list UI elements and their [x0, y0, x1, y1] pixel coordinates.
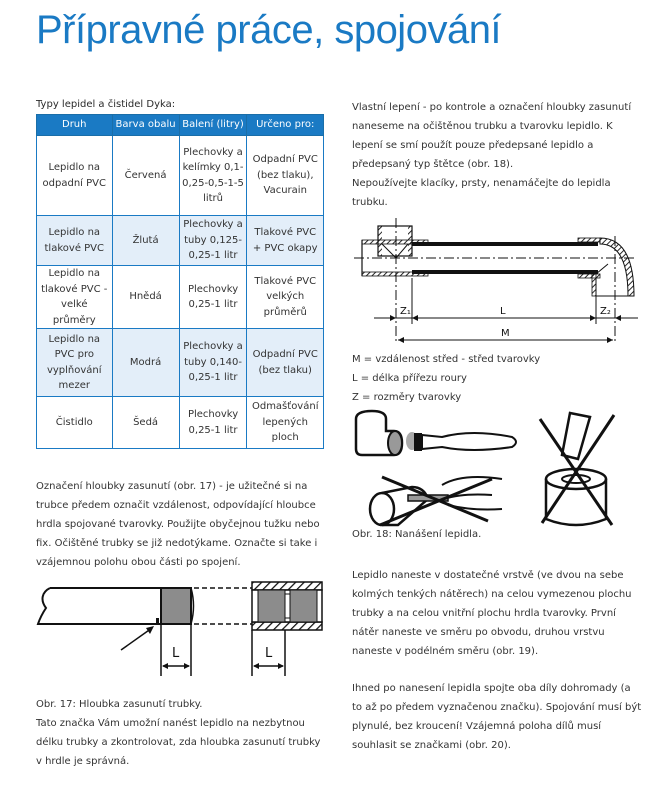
cell-barva: Červená: [112, 136, 179, 216]
right-column: [352, 98, 642, 755]
cell-druh: Lepidlo na PVC pro vyplňování mezer: [37, 329, 113, 397]
marking-paragraph: Označení hloubky zasunutí (obr. 17) - je užitečné si na trubce předem označit vzdálenost, odpovídající hloubce hrdla spojované tvarovky. Použijte obyčejnou tužku nebo fix. Očištěné trubky se již nedotýkame. Označte si take i vzájemnou polohu obou části po spojení.: [36, 481, 320, 568]
warning-paragraph: Nepoužívejte klacíky, prsty, nenamáčejte do lepidla trubku.: [352, 178, 611, 208]
cell-druh: Čistidlo: [37, 397, 113, 449]
adhesive-types-table: [36, 114, 324, 449]
cell-urceno: Tlakové PVC velkých průměrů: [247, 266, 324, 329]
table-row: [37, 266, 324, 329]
figure-18-caption: Obr. 18: Nanášení lepidla.: [352, 529, 482, 540]
header-baleni: Balení (litry): [179, 115, 247, 136]
left-column: [36, 98, 328, 771]
pipe-marking-diagram-icon: [36, 578, 336, 683]
cell-urceno: Tlakové PVC + PVC okapy: [247, 216, 324, 266]
figure-17-text: Tato značka Vám umožní nanést lepidlo na nezbytnou délku trubky a zkontrolovat, zda hloubka zasunutí trubky v hrdle je správná.: [36, 718, 321, 767]
cell-baleni: Plechovky a kelímky 0,1-0,25-0,5-1-5 litrů: [179, 136, 247, 216]
cell-barva: Hnědá: [112, 266, 179, 329]
page-title: Přípravné práce, spojování: [36, 8, 502, 52]
cell-druh: Lepidlo na odpadní PVC: [37, 136, 113, 216]
table-row: [37, 136, 324, 216]
header-urceno: Určeno pro:: [247, 115, 324, 136]
cell-urceno: Odpadní PVC (bez tlaku), Vacurain: [247, 136, 324, 216]
pipe-dimension-diagram: [352, 216, 642, 346]
cell-baleni: Plechovky a tuby 0,125-0,25-1 litr: [179, 216, 247, 266]
cell-druh: Lepidlo na tlakové PVC - velké průměry: [37, 266, 113, 329]
figure-18-glue-application: [352, 409, 642, 527]
figure-17-insertion-depth: [36, 578, 328, 683]
svg-text:L: L: [172, 646, 180, 661]
table-row: [37, 397, 324, 449]
cell-baleni: Plechovky a tuby 0,140-0,25-1 litr: [179, 329, 247, 397]
cell-urceno: Odmašťování lepených ploch: [247, 397, 324, 449]
cell-barva: Šedá: [112, 397, 179, 449]
cell-barva: Modrá: [112, 329, 179, 397]
svg-text:L: L: [265, 646, 273, 661]
table-row: [37, 329, 324, 397]
table-caption: Typy lepidel a čistidel Dyka:: [36, 99, 176, 110]
legend-z: Z = rozměry tvarovky: [352, 392, 462, 403]
legend-l: L = délka přířezu roury: [352, 373, 467, 384]
svg-text:Z₁: Z₁: [400, 306, 411, 317]
table-header-row: [37, 115, 324, 136]
svg-text:M: M: [501, 328, 510, 339]
figure-17-caption: Obr. 17: Hloubka zasunutí trubky.: [36, 699, 203, 710]
cell-baleni: Plechovky 0,25-1 litr: [179, 266, 247, 329]
tee-elbow-pipe-diagram-icon: [352, 216, 642, 346]
glue-application-illustration-icon: [352, 409, 642, 527]
legend-m: M = vzdálenost střed - střed tvarovky: [352, 354, 541, 365]
svg-text:Z₂: Z₂: [600, 306, 611, 317]
svg-text:L: L: [500, 306, 506, 317]
apply-paragraph: Lepidlo naneste v dostatečné vrstvě (ve dvou na sebe kolmých tenkých nátěrech) na celou vymezenou plochu trubky a na celou vnitřní plochu hrdla tvarovky. První nátěr naneste ve směru po obvodu, druhou vrstvu naneste v podélném směru (obr. 19).: [352, 570, 632, 657]
cell-urceno: Odpadní PVC (bez tlaku): [247, 329, 324, 397]
gluing-paragraph: Vlastní lepení - po kontrole a označení hloubky zasunutí naneseme na očištěnou trubku a tvarovku lepidlo. K lepení se smí použít pouze předepsané lepidlo a předepsaný typ štětce (obr. 18).: [352, 102, 632, 170]
table-row: [37, 216, 324, 266]
cell-barva: Žlutá: [112, 216, 179, 266]
header-barva: Barva obalu: [112, 115, 179, 136]
cell-druh: Lepidlo na tlakové PVC: [37, 216, 113, 266]
join-paragraph: Ihned po nanesení lepidla spojte oba díly dohromady (a to až po předem vyznačenou značku). Spojování musí být plynulé, bez kroucení! Vzájemná poloha dílů musí souhlasit se značkami (obr. 20).: [352, 683, 642, 751]
cell-baleni: Plechovky 0,25-1 litr: [179, 397, 247, 449]
header-druh: Druh: [37, 115, 113, 136]
